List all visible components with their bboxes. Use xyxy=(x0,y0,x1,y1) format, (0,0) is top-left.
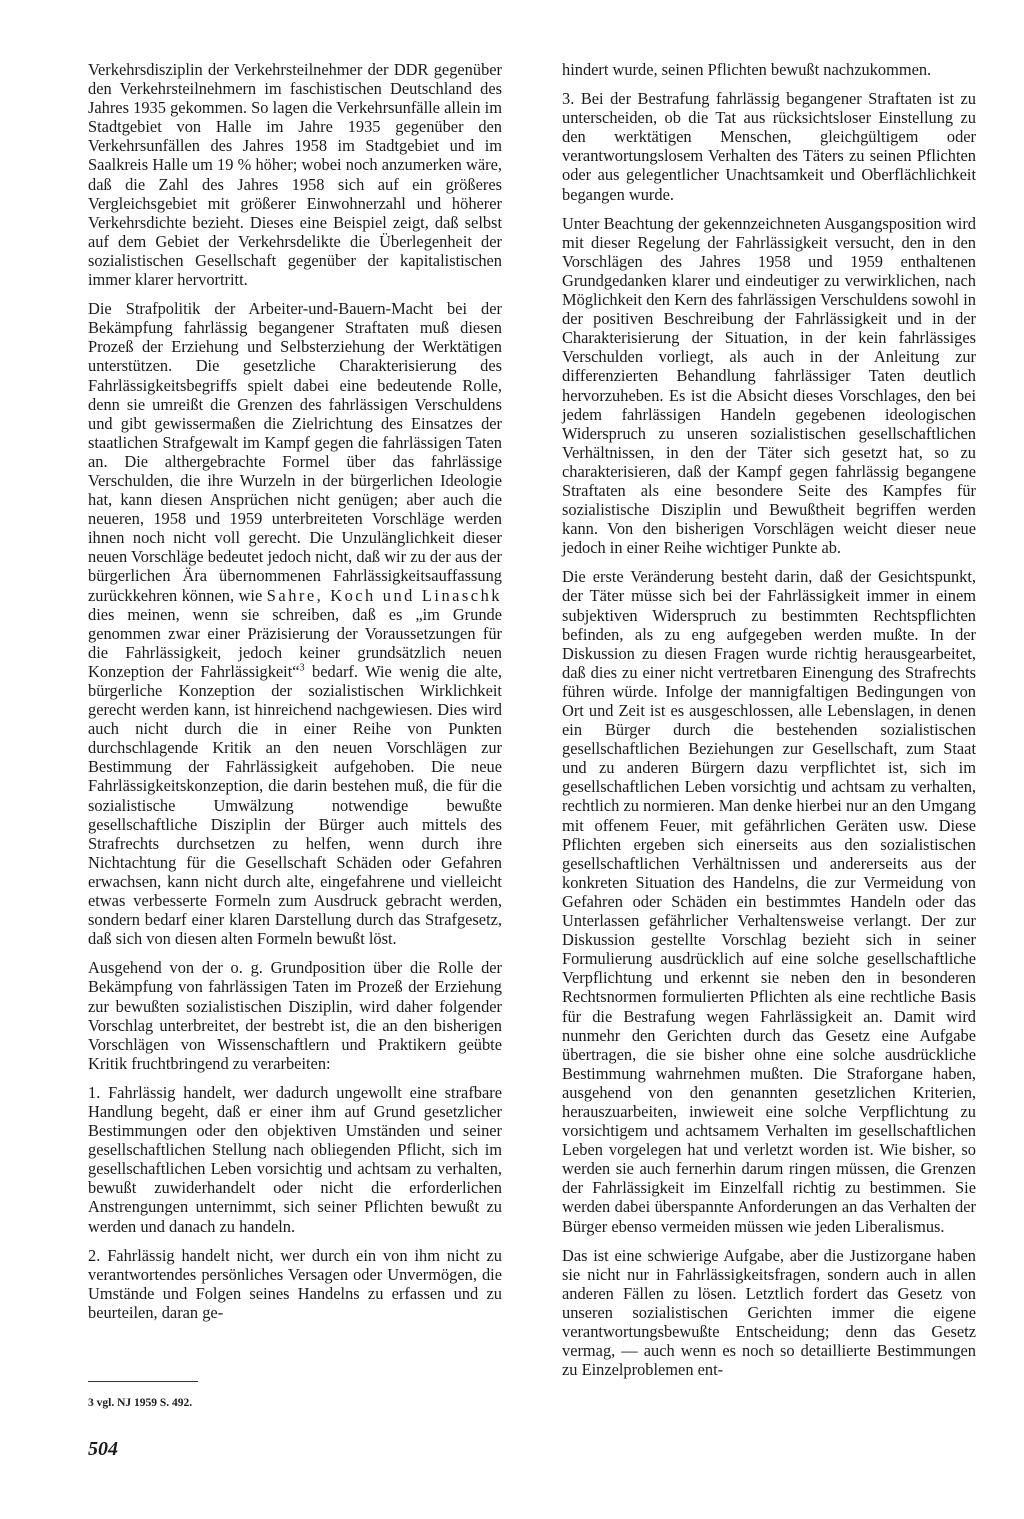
right-column xyxy=(562,60,976,1389)
paragraph: Verkehrsdisziplin der Verkehrsteilnehmer der DDR gegenüber den Verkehrsteilnehmern im faschistischen Deutschland des Jahres 1935 gekommen. So lagen die Verkehrsunfälle allein im Stadtgebiet von Halle im Jahre 1935 gegenüber den Verkehrsunfällen des Jahres 1958 im Stadtgebiet und im Saalkreis Halle um 19 % höher; wobei noch anzumerken wäre, daß die Zahl des Jahres 1958 sich auf ein größeres Vergleichsgebiet mit größerer Einwohnerzahl und höherer Verkehrsdichte bezieht. Dieses eine Beispiel zeigt, daß selbst auf dem Gebiet der Verkehrsdelikte die Überlegenheit der sozialistischen Gesellschaft gegenüber der kapitalistischen immer klarer hervortritt. xyxy=(88,60,502,290)
paragraph: Das ist eine schwierige Aufgabe, aber die Justizorgane haben sie nicht nur in Fahrlässigkeitsfragen, sondern auch in allen anderen Fällen zu lösen. Letztlich fordert das Gesetz von unseren sozialistischen Gerichten immer die eigene verantwortungsbewußte Entscheidung; denn das Gesetz vermag, — auch wenn es noch so detaillierte Bestimmungen zu Einzelproblemen ent- xyxy=(562,1245,976,1380)
proposal-item-1: 1. Fahrlässig handelt, wer dadurch ungewollt eine strafbare Handlung begeht, daß er einer ihm auf Grund gesetzlicher Bestimmungen oder den objektiven Umständen und seiner gesellschaftlichen Stellung nach obliegenden Pflicht, sich im gesellschaftlichen Leben vorsichtig und achtsam zu verhalten, bewußt zuwiderhandelt oder nicht die erforderlichen Anstrengungen unternimmt, sich seiner Pflichten bewußt zu werden und danach zu handeln. xyxy=(88,1082,502,1236)
text-run: Die Strafpolitik der Arbeiter-und-Bauern-Macht bei der Bekämpfung fahrlässig begangener Straftaten muß diesen Prozeß der Erziehung und Selbsterziehung der Werktätigen unterstützen. Die gesetzliche Charakterisierung des Fahrlässigkeitsbegriffs spielt dabei eine bedeutende Rolle, denn sie umreißt die Grenzen des fahrlässigen Verschuldens und gibt gewissermaßen die Zielrichtung des Einsatzes der staatlichen Strafgewalt im Kampf gegen die fahrlässigen Taten an. Die althergebrachte Formel über das fahrlässige Verschulden, die ihre Wurzeln in der bürgerlichen Ideologie hat, kann diesen Ansprüchen nicht genügen; aber auch die neueren, 1958 und 1959 unterbreiteten Vorschläge werden ihnen noch nicht voll gerecht. Die Unzulänglichkeit dieser neuen Vorschläge bedeutet jedoch nicht, daß wir zu der aus der bürgerlichen Ära übernommenen Fahrlässigkeitsauffassung zurückkehren können, wie xyxy=(88,299,502,605)
footnote: 3 vgl. NJ 1959 S. 492. xyxy=(88,1397,193,1409)
paragraph xyxy=(88,299,502,948)
paragraph: Die erste Veränderung besteht darin, daß der Gesichtspunkt, der Täter müsse sich bei der Fahrlässigkeit immer in einem subjektiven Widerspruch zu bestimmten Rechtspflichten befinden, als zu eng aufgegeben werden mußte. In der Diskussion zu diesen Fragen wurde richtig herausgearbeitet, daß dies zu einer nicht vertretbaren Einengung des Strafrechts führen würde. Infolge der mannigfaltigen Bedingungen von Ort und Zeit ist es ausgeschlossen, alle Lebenslagen, in denen ein Bürger durch die bestehenden sozialistischen gesellschaftlichen Beziehungen zur Gesellschaft, zum Staat und zu anderen Bürgern dazu verpflichtet ist, sich im gesellschaftlichen Leben vorsichtig und achtsam zu verhalten, rechtlich zu normieren. Man denke hierbei nur an den Umgang mit offenem Feuer, mit gefährlichen Geräten usw. Diese Pflichten ergeben sich einerseits aus den sozialistischen gesellschaftlichen Verhältnissen und andererseits aus der konkreten Situation des Handelns, die zur Vermeidung von Gefahren oder Schäden ein bestimmtes Handeln oder das Unterlassen gefährlicher Verhaltensweise verlangt. Der zur Diskussion gestellte Vorschlag bezieht sich in seiner Formulierung ausdrücklich auf eine solche gesellschaftliche Verpflichtung und erkennt sie neben den in besonderen Rechtsnormen formulierten Pflichten als eine rechtliche Basis für die Bestrafung wegen Fahrlässigkeit an. Damit wird nunmehr den Gerichten durch das Gesetz eine Aufgabe übertragen, die sie bisher ohne eine solche ausdrückliche Bestimmung wahrnehmen mußten. Die Straforgane haben, ausgehend von den genannten gesetzlichen Kriterien, herauszuarbeiten, inwieweit eine solche Verpflichtung zu vorsichtigem und achtsamem Verhalten im gesellschaftlichen Leben vorgelegen hat und verletzt worden ist. Wie bisher, so werden sie auch fernerhin darum ringen müssen, die Grenzen der Fahrlässigkeit im Einzelfall richtig zu bestimmen. Sie werden dabei überspannte Anforderungen an das Verhalten der Bürger ebenso vermeiden müssen wie jeden Liberalismus. xyxy=(562,567,976,1236)
footnote-marker[interactable]: 3 xyxy=(299,662,305,674)
author-names: Sahre, Koch und Linaschk xyxy=(266,585,502,605)
paragraph: Ausgehend von der o. g. Grundposition über die Rolle der Bekämpfung von fahrlässigen Taten im Prozeß der Erziehung zur bewußten sozialistischen Disziplin, wird daher folgender Vorschlag unterbreitet, der bestrebt ist, die an den bisherigen Vorschlägen von Wissenschaftlern und Praktikern geübte Kritik fruchtbringend zu verarbeiten: xyxy=(88,958,502,1073)
proposal-item-2: 2. Fahrlässig handelt nicht, wer durch ein von ihm nicht zu verantwortendes persönliches Versagen oder Unvermögen, die Umstände und Folgen seines Handelns zu erfassen und zu beurteilen, daran ge- xyxy=(88,1245,502,1322)
paragraph: Unter Beachtung der gekennzeichneten Ausgangsposition wird mit dieser Regelung der Fahrlässigkeit versucht, den in den Vorschlägen des Jahres 1958 und 1959 enthaltenen Grundgedanken klarer und eindeutiger zu verwirklichen, nach Möglichkeit den Kern des fahrlässigen Verschuldens sowohl in der positiven Beschreibung der Fahrlässigkeit und in der Charakterisierung der Situation, in der kein fahrlässiges Verschulden vorliegt, als auch in der Anleitung zur differenzierten Behandlung fahrlässiger Taten deutlich hervorzuheben. Es ist die Absicht dieses Vorschlages, den bei jedem fahrlässigen Handeln gegebenen ideologischen Widerspruch zu unseren sozialistischen gesellschaftlichen Verhältnissen, in den der Täter sich gesetzt hat, so zu charakterisieren, daß der Kampf gegen fahrlässig begangene Straftaten als eine besondere Seite des Kampfes für sozialistische Disziplin und Bewußtheit begriffen werden kann. Von den bisherigen Vorschlägen weicht dieser neue jedoch in einer Reihe wichtiger Punkte ab. xyxy=(562,213,976,558)
text-run: dies meinen, wenn sie schreiben, daß es „im Grunde genommen zwar einer Präzisierung der Voraussetzungen für die Fahrlässigkeit, jedoch keiner grundsätzlich neuen Konzeption der Fahrlässigkeit“ xyxy=(88,604,502,681)
page-number: 504 xyxy=(88,1438,118,1460)
proposal-item-3: 3. Bei der Bestrafung fahrlässig begangener Straftaten ist zu unterscheiden, ob die Tat aus rücksichtsloser Einstellung zu den werktätigen Menschen, gleichgültigem oder verantwortungslosem Verhalten des Täters zu seinen Pflichten oder aus gelegentlicher Unachtsamkeit und Oberflächlichkeit begangen wurde. xyxy=(562,89,976,204)
footnote-divider xyxy=(88,1381,198,1382)
paragraph: hindert wurde, seinen Pflichten bewußt nachzukommen. xyxy=(562,60,932,79)
left-column xyxy=(88,60,502,1332)
text-run: bedarf. Wie wenig die alte, bürgerliche Konzeption der sozialistischen Wirklichkeit gerecht werden kann, ist hinreichend nachgewiesen. Dies wird auch nicht durch die in einer Reihe von Punkten durchschlagende Kritik an den neuen Vorschlägen zur Bestimmung der Fahrlässigkeit aufgehoben. Die neue Fahrlässigkeitskonzeption, die darin bestehen muß, die für die sozialistische Umwälzung notwendige bewußte gesellschaftliche Disziplin der Bürger auch mittels des Strafrechts durchsetzen zu helfen, wenn durch ihre Nichtachtung für die Gesellschaft Schäden oder Gefahren erwachsen, kann nicht durch alte, eingefahrene und vielleicht etwas verbesserte Formeln zum Ausdruck gebracht werden, sondern bedarf einer klaren Darstellung durch das Strafgesetz, daß sich von diesen alten Formeln bewußt löst. xyxy=(88,661,503,949)
